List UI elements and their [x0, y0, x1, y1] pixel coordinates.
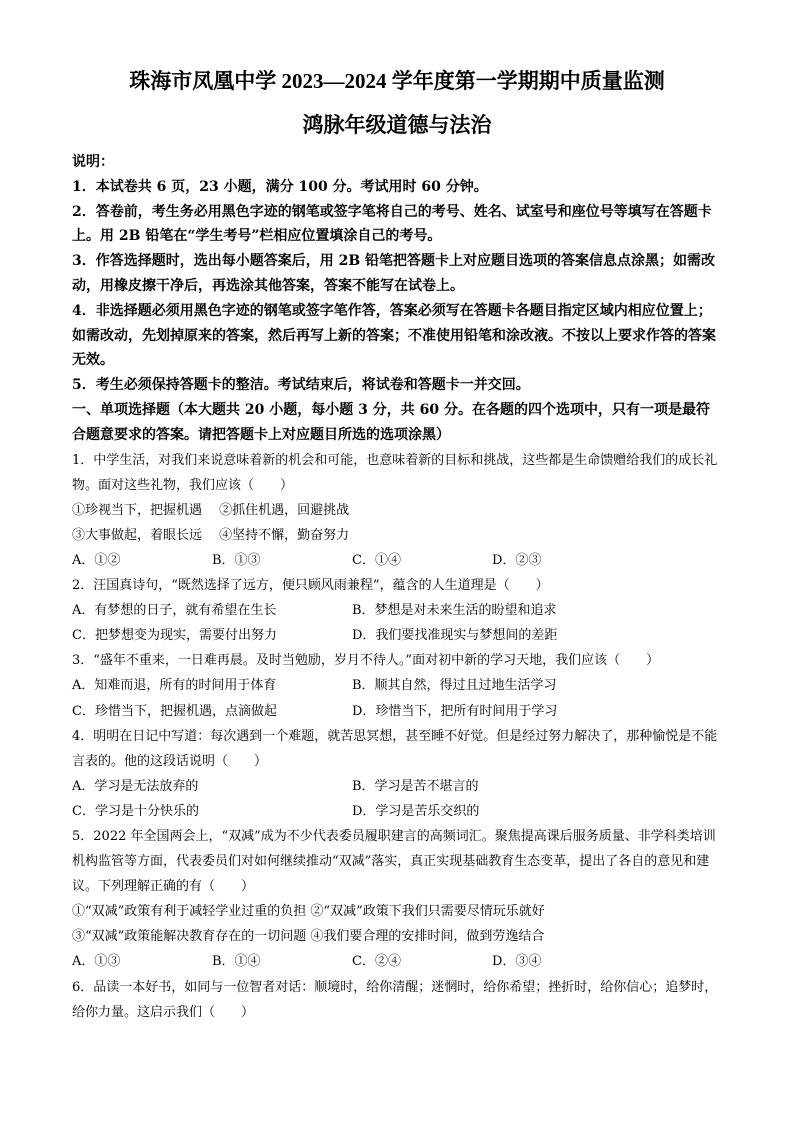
- option-d: D．②③: [492, 552, 542, 568]
- option-a: A．知难而退，所有的时间用于体育: [72, 678, 277, 694]
- question-options: [72, 598, 722, 623]
- question-options: [72, 949, 722, 974]
- option-a: A．①②: [72, 552, 121, 568]
- option-d: D．珍惜当下，把所有时间用于学习: [352, 703, 558, 719]
- question-options: [72, 799, 722, 824]
- question-4: [72, 724, 722, 824]
- question-statement: ③“双减”政策能解决教育存在的一切问题 ④我们要合理的安排时间，做到劳逸结合: [72, 929, 545, 945]
- instruction-item: 4．非选择题必须用黑色字迹的钢笔或签字笔作答，答案必须写在答题卡各题目指定区域内相应位置上；如需改动，先划掉原来的答案，然后再写上新的答案；不准使用铅笔和涂改液。不按以上要求作答的答案无效。: [72, 302, 716, 369]
- question-1: [72, 448, 722, 573]
- question-options: [72, 673, 722, 698]
- question-3: [72, 648, 722, 723]
- question-options: [72, 623, 722, 648]
- option-c: C．珍惜当下，把握机遇，点滴做起: [72, 703, 277, 719]
- option-d: D．③④: [492, 954, 542, 970]
- option-a: A．有梦想的日子，就有希望在生长: [72, 603, 277, 619]
- option-d: D．学习是苦乐交织的: [352, 803, 480, 819]
- question-options: [72, 774, 722, 799]
- instruction-item: 3．作答选择题时，选出每小题答案后，用 2B 铅笔把答题卡上对应题目选项的答案信息点涂黑；如需改动，用橡皮擦干净后，再选涂其他答案，答案不能写在试卷上。: [72, 253, 716, 294]
- instructions-label: 说明：: [72, 154, 114, 170]
- question-stem: 4．明明在日记中写道：每次遇到一个难题，就苦思冥想，甚至睡不好觉。但是经过努力解决了，那种愉悦是不能言表的。他的这段话说明（ ）: [72, 728, 718, 769]
- question-2: [72, 573, 722, 648]
- question-statement: ①“双减”政策有利于减轻学业过重的负担 ②“双减”政策下我们只需要尽情玩乐就好: [72, 904, 545, 920]
- question-stem: 2．汪国真诗句，“既然选择了远方，便只顾风雨兼程”，蕴含的人生道理是（ ）: [72, 578, 549, 594]
- instructions-block: [72, 150, 722, 398]
- option-b: B．①③: [212, 552, 261, 568]
- option-b: B．梦想是对未来生活的盼望和追求: [352, 603, 557, 619]
- instruction-item: 1．本试卷共 6 页，23 小题，满分 100 分。考试用时 60 分钟。: [72, 178, 488, 195]
- option-d: D．我们要找准现实与梦想间的差距: [352, 628, 558, 644]
- question-options: [72, 548, 722, 573]
- exam-subtitle: 鸿脉年级道德与法治: [302, 113, 492, 137]
- question-statement: ①珍视当下，把握机遇 ②抓住机遇，回避挑战: [72, 502, 350, 518]
- option-c: C．①④: [352, 552, 401, 568]
- question-stem: 3．“盛年不重来，一日难再晨。及时当勉励，岁月不待人。”面对初中新的学习天地，我们应该（ ）: [72, 653, 660, 669]
- question-stem: 6．品读一本好书，如同与一位智者对话：顺境时，给你清醒；迷惘时，给你希望；挫折时，给你信心；追梦时，给你力量。这启示我们（ ）: [72, 979, 718, 1020]
- option-c: C．把梦想变为现实，需要付出努力: [72, 628, 277, 644]
- instruction-item: 2．答卷前，考生务必用黑色字迹的钢笔或签字笔将自己的考号、姓名、试室号和座位号等填写在答题卡上。用 2B 铅笔在“学生考号”栏相应位置填涂自己的考号。: [72, 203, 712, 245]
- instruction-item: 5．考生必须保持答题卡的整洁。考试结束后，将试卷和答题卡一并交回。: [72, 377, 530, 394]
- option-c: C．学习是十分快乐的: [72, 803, 199, 819]
- option-c: C．②④: [352, 954, 401, 970]
- question-stem: 1．中学生活，对我们来说意味着新的机会和可能，也意味着新的目标和挑战，这些都是生命馈赠给我们的成长礼物。面对这些礼物，我们应该（ ）: [72, 452, 718, 493]
- section-heading: 一、单项选择题（本大题共 20 小题，每小题 3 分，共 60 分。在各题的四个选项中，只有一项是最符合题意要求的答案。请把答题卡上对应题目所选的选项涂黑）: [72, 401, 710, 443]
- option-a: A．学习是无法放弃的: [72, 778, 199, 794]
- option-b: B．学习是苦不堪言的: [352, 778, 479, 794]
- question-options: [72, 699, 722, 724]
- question-6: [72, 975, 722, 1025]
- question-statement: ③大事做起，着眼长远 ④坚持不懈，勤奋努力: [72, 527, 350, 543]
- question-5: [72, 824, 722, 975]
- exam-title: 珠海市凤凰中学 2023—2024 学年度第一学期期中质量监测: [129, 69, 665, 93]
- option-b: B．顺其自然，得过且过地生活学习: [352, 678, 557, 694]
- question-stem: 5．2022 年全国两会上，“双减”成为不少代表委员履职建言的高频词汇。聚焦提高课后服务质量、非学科类培训机构监管等方面，代表委员们对如何继续推动“双减”落实，真正实现基础教育生态变革，提出了各自的意见和建议。下列理解正确的有（ ）: [72, 828, 716, 895]
- option-a: A．①③: [72, 954, 121, 970]
- option-b: B．①④: [212, 954, 261, 970]
